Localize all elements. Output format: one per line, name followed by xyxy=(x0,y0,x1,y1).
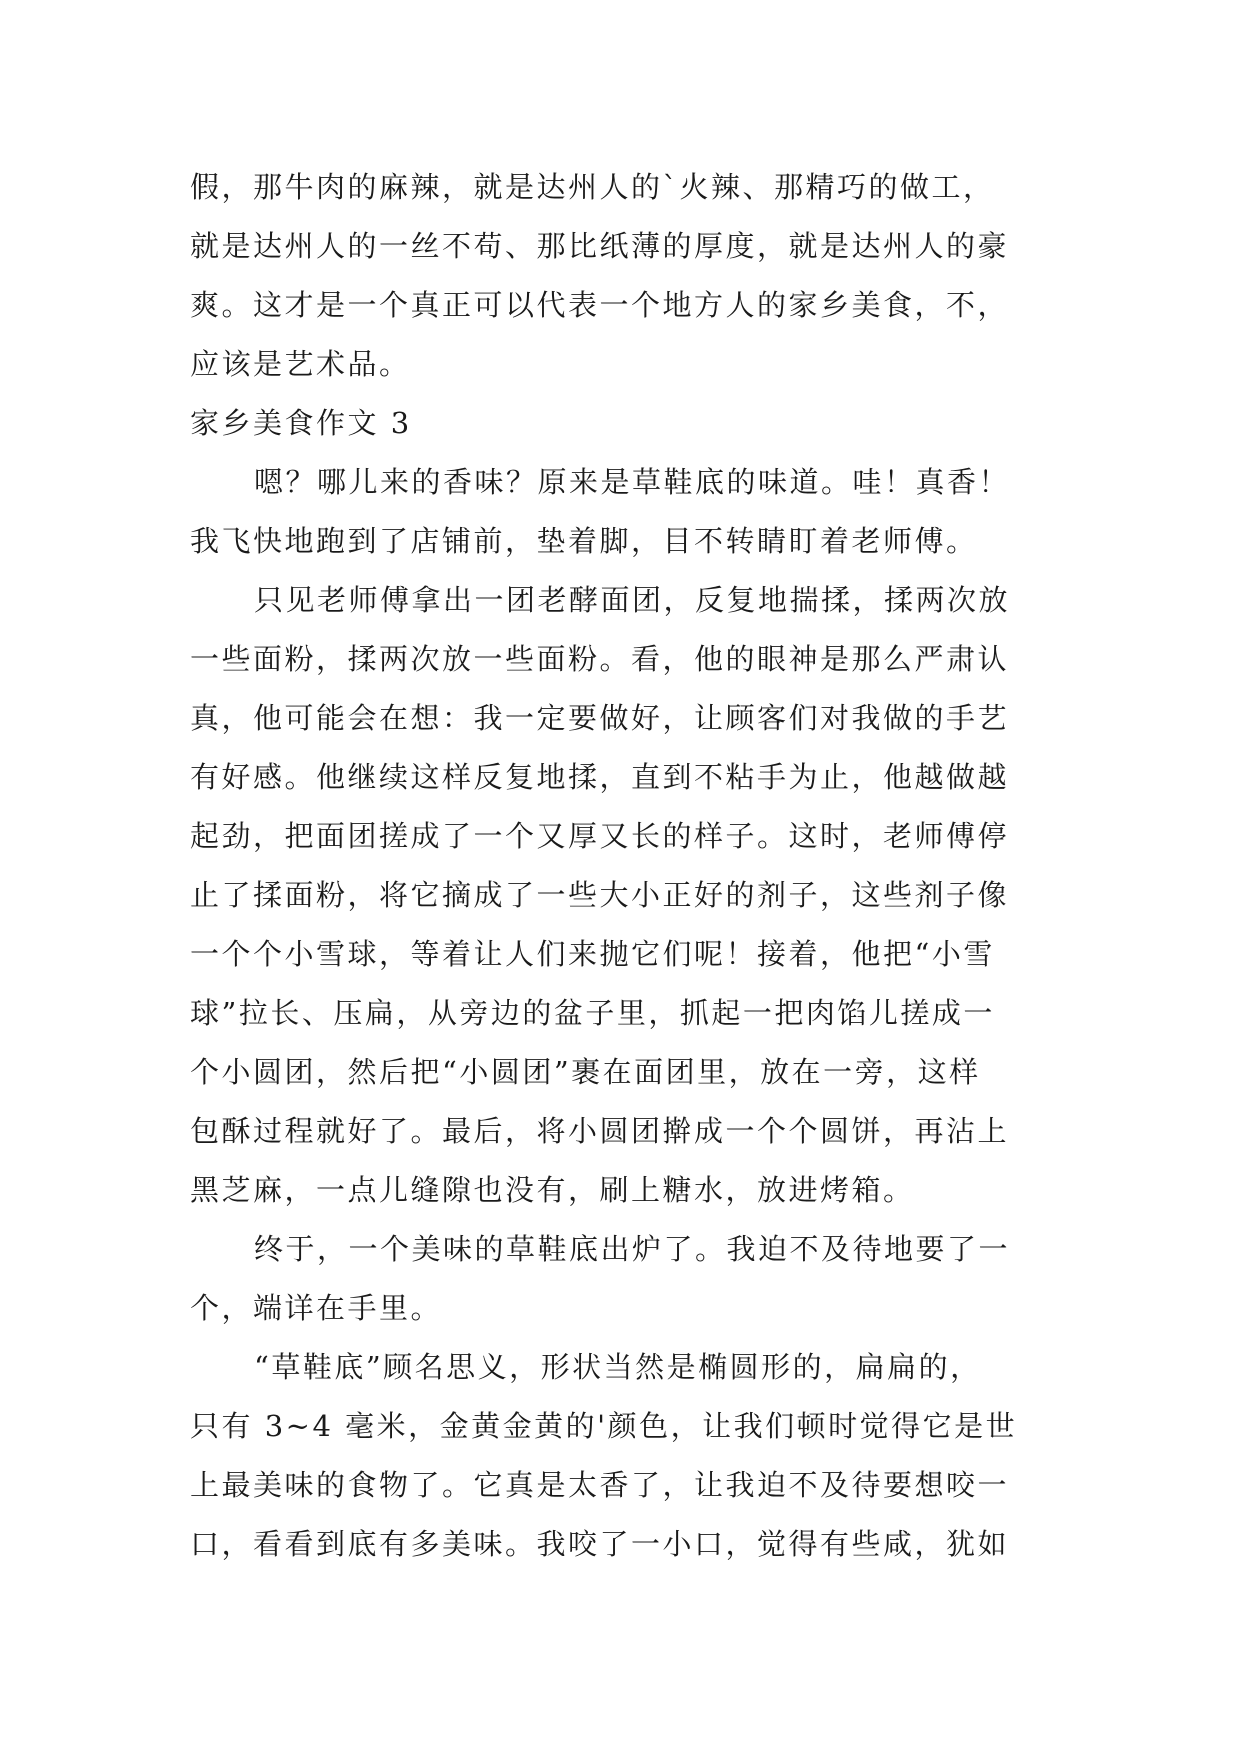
text-line: 球”拉长、压扁，从旁边的盆子里，抓起一把肉馅儿搓成一 xyxy=(190,996,995,1030)
text-line: “草鞋底”顾名思义，形状当然是椭圆形的，扁扁的， xyxy=(254,1350,982,1384)
text-line: 黑芝麻，一点儿缝隙也没有，刷上糖水，放进烤箱。 xyxy=(190,1173,915,1207)
text-line: 就是达州人的一丝不苟、那比纸薄的厚度，就是达州人的豪 xyxy=(190,229,1010,263)
essay-body xyxy=(190,158,1060,1574)
text-line: 包酥过程就好了。最后，将小圆团擀成一个个圆饼，再沾上 xyxy=(190,1114,1010,1148)
text-line: 只见老师傅拿出一团老酵面团，反复地揣揉，揉两次放 xyxy=(254,583,1011,617)
text-line: 只有 3~4 毫米，金黄金黄的'颜色，让我们顿时觉得它是世 xyxy=(190,1409,1018,1443)
text-line: 应该是艺术品。 xyxy=(190,347,411,381)
text-line: 嗯？哪儿来的香味？原来是草鞋底的味道。哇！真香！ xyxy=(254,465,1011,499)
text-line: 止了揉面粉，将它摘成了一些大小正好的剂子，这些剂子像 xyxy=(190,878,1010,912)
text-line: 一个个小雪球，等着让人们来抛它们呢！接着，他把“小雪 xyxy=(190,937,995,971)
text-line: 假，那牛肉的麻辣，就是达州人的`火辣、那精巧的做工， xyxy=(190,170,995,204)
text-line: 一些面粉，揉两次放一些面粉。看，他的眼神是那么严肃认 xyxy=(190,642,1010,676)
text-line: 真，他可能会在想：我一定要做好，让顾客们对我做的手艺 xyxy=(190,701,1010,735)
text-line: 起劲，把面团搓成了一个又厚又长的样子。这时，老师傅停 xyxy=(190,819,1010,853)
text-line: 口，看看到底有多美味。我咬了一小口，觉得有些咸，犹如 xyxy=(190,1527,1010,1561)
text-line: 爽。这才是一个真正可以代表一个地方人的家乡美食，不， xyxy=(190,288,1010,322)
text-line: 我飞快地跑到了店铺前，垫着脚，目不转睛盯着老师傅。 xyxy=(190,524,978,558)
text-line: 有好感。他继续这样反复地揉，直到不粘手为止，他越做越 xyxy=(190,760,1010,794)
text-line: 上最美味的食物了。它真是太香了，让我迫不及待要想咬一 xyxy=(190,1468,1010,1502)
text-line: 终于，一个美味的草鞋底出炉了。我迫不及待地要了一 xyxy=(254,1232,1011,1266)
text-line: 个小圆团，然后把“小圆团”裹在面团里，放在一旁，这样 xyxy=(190,1055,981,1089)
text-line: 个，端详在手里。 xyxy=(190,1291,443,1325)
section-heading: 家乡美食作文 3 xyxy=(190,406,412,440)
